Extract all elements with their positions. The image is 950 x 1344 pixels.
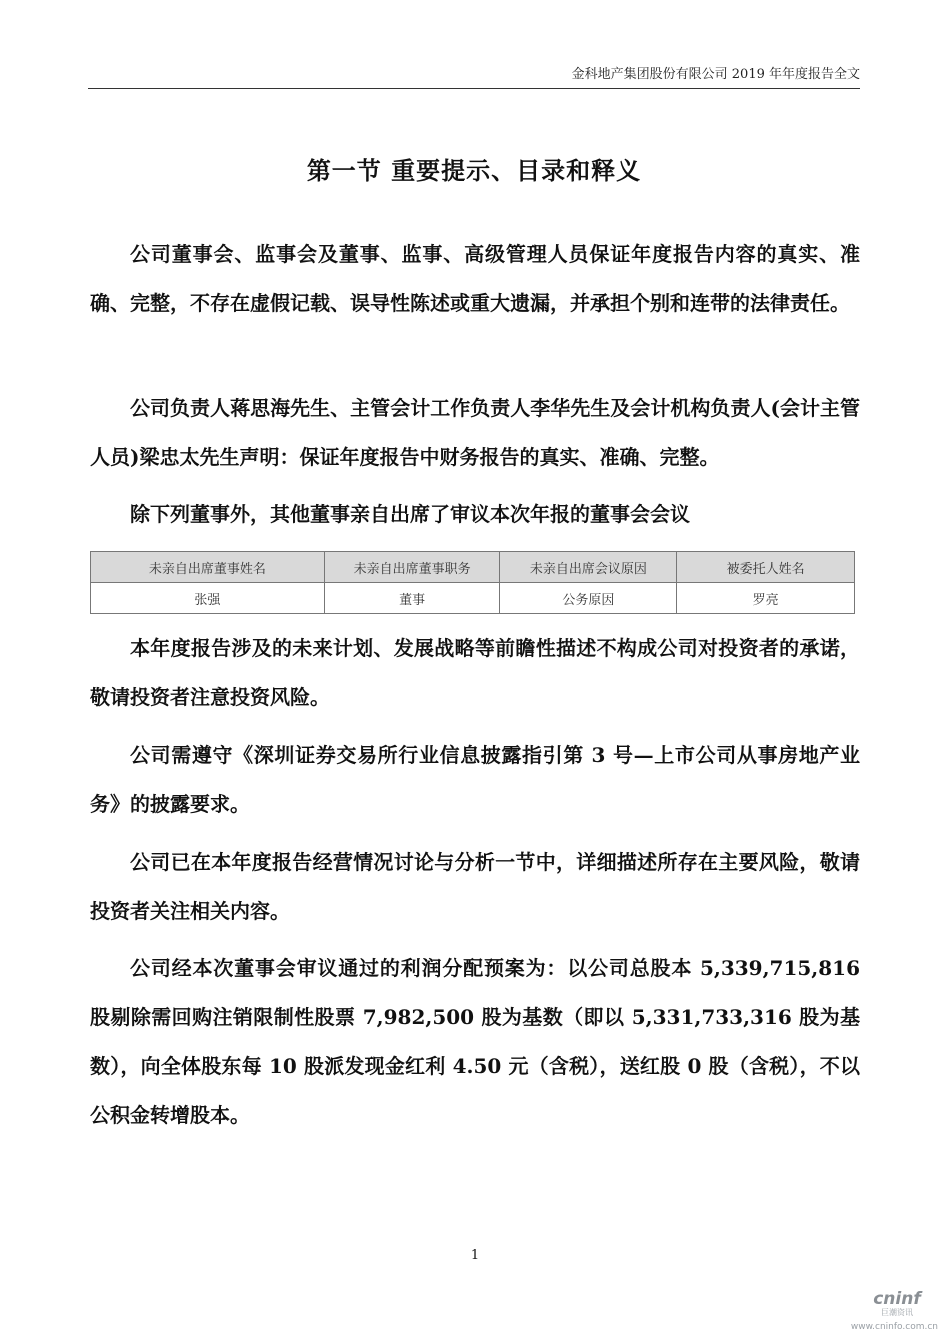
table-cell: 董事 <box>324 583 500 614</box>
table-cell: 张强 <box>91 583 325 614</box>
absent-directors-table <box>90 551 855 614</box>
table-cell: 公务原因 <box>500 583 677 614</box>
header-divider <box>88 88 860 89</box>
absent-directors-intro: 除下列董事外，其他董事亲自出席了审议本次年报的董事会会议 <box>130 502 690 526</box>
disclosure-guideline-notice: 公司需遵守《深圳证券交易所行业信息披露指引第 3 号—上市公司从事房地产业务》的披露要求。 <box>90 743 860 816</box>
column-header: 未亲自出席董事姓名 <box>91 552 325 583</box>
risk-notice: 公司已在本年度报告经营情况讨论与分析一节中，详细描述所存在主要风险，敬请投资者关注相关内容。 <box>90 850 860 923</box>
page-number: 1 <box>470 1248 480 1263</box>
forward-looking-disclaimer: 本年度报告涉及的未来计划、发展战略等前瞻性描述不构成公司对投资者的承诺，敬请投资者注意投资风险。 <box>90 636 860 709</box>
table-header-row <box>91 552 855 583</box>
column-header: 未亲自出席董事职务 <box>324 552 500 583</box>
table-row <box>91 583 855 614</box>
column-header: 被委托人姓名 <box>677 552 855 583</box>
table-cell: 罗亮 <box>677 583 855 614</box>
logo-subtext: 巨潮资讯 <box>881 1308 913 1317</box>
logo-text: cninf <box>873 1289 921 1309</box>
financial-report-declaration: 公司负责人蒋思海先生、主管会计工作负责人李华先生及会计机构负责人(会计主管人员)梁忠太先生声明：保证年度报告中财务报告的真实、准确、完整。 <box>90 396 860 469</box>
responsibility-statement: 公司董事会、监事会及董事、监事、高级管理人员保证年度报告内容的真实、准确、完整，不存在虚假记载、误导性陈述或重大遗漏，并承担个别和连带的法律责任。 <box>90 242 860 315</box>
cninfo-logo <box>862 1290 932 1318</box>
column-header: 未亲自出席会议原因 <box>500 552 677 583</box>
profit-distribution-plan: 公司经本次董事会审议通过的利润分配预案为：以公司总股本 5,339,715,816 股剔除需回购注销限制性股票 7,982,500 股为基数（即以 5,331,733,316 股为基数），向全体股东每 10 股派发现金红利 4.50 元（含税），送红股 0 股（含税），不以公积金转增股本。 <box>90 956 860 1127</box>
logo-url: www.cninfo.com.cn <box>850 1322 938 1332</box>
running-header: 金科地产集团股份有限公司 2019 年年度报告全文 <box>571 67 860 82</box>
section-title: 第一节 重要提示、目录和释义 <box>306 156 642 185</box>
